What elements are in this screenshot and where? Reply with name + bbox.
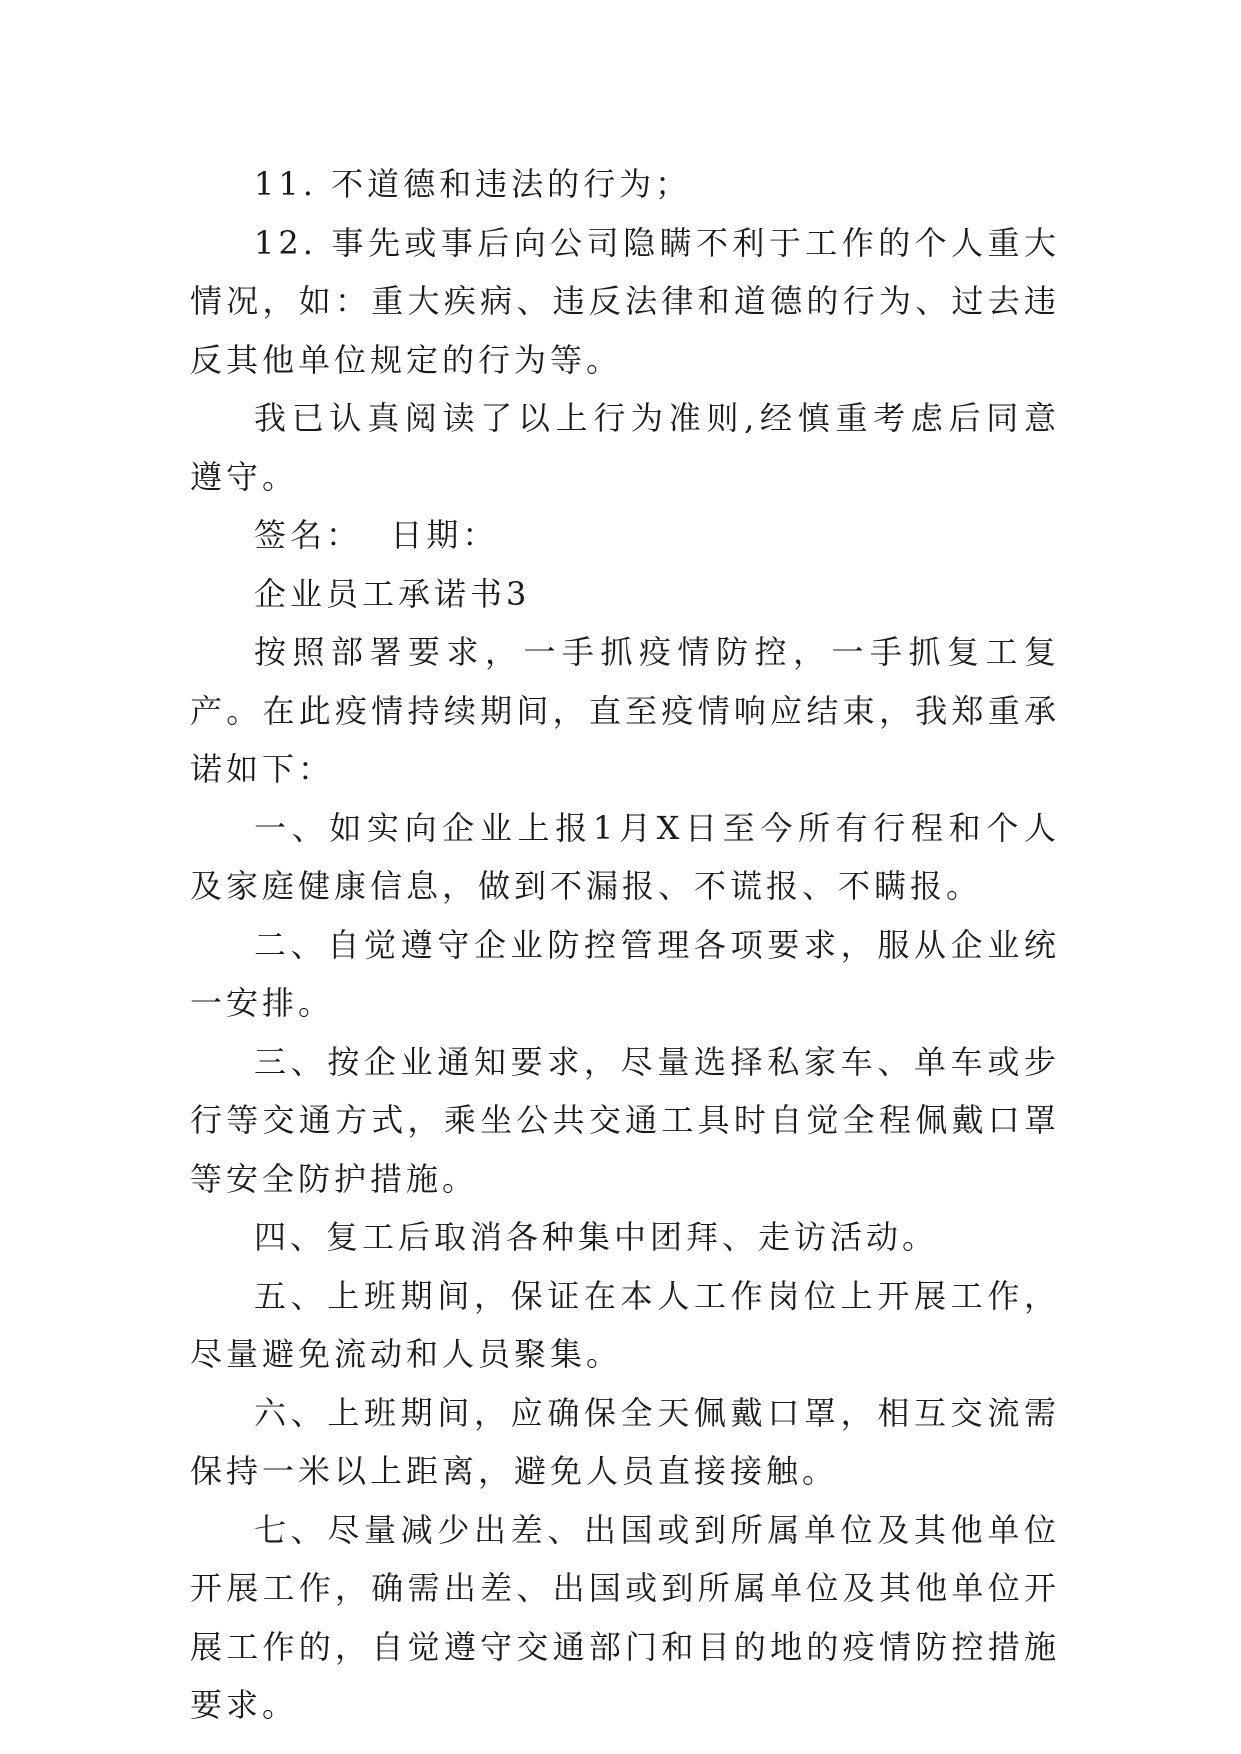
- paragraph-commitment-6: 六、上班期间，应确保全天佩戴口罩，相互交流需保持一米以上距离，避免人员直接接触。: [190, 1393, 1060, 1490]
- paragraph-commitment-5: 五、上班期间，保证在本人工作岗位上开展工作，尽量避免流动和人员聚集。: [190, 1276, 1060, 1373]
- paragraph-item-11: 11. 不道德和违法的行为；: [254, 165, 692, 203]
- document-page: [190, 155, 1060, 1735]
- paragraph-acknowledgement: 我已认真阅读了以上行为准则,经慎重考虑后同意遵守。: [190, 399, 1060, 496]
- paragraph-commitment-2: 二、自觉遵守企业防控管理各项要求，服从企业统一安排。: [190, 925, 1060, 1022]
- section-title: 企业员工承诺书3: [254, 574, 531, 613]
- paragraph-commitment-3: 三、按企业通知要求，尽量选择私家车、单车或步行等交通方式，乘坐公共交通工具时自觉全程佩戴口罩等安全防护措施。: [190, 1042, 1060, 1198]
- signature-date-line: 签名： 日期：: [254, 516, 499, 554]
- paragraph-intro: 按照部署要求，一手抓疫情防控，一手抓复工复产。在此疫情持续期间，直至疫情响应结束，我郑重承诺如下：: [190, 633, 1060, 788]
- paragraph-commitment-7: 七、尽量减少出差、出国或到所属单位及其他单位开展工作，确需出差、出国或到所属单位及其他单位开展工作的，自觉遵守交通部门和目的地的疫情防控措施要求。: [190, 1510, 1060, 1724]
- paragraph-item-12: 12. 事先或事后向公司隐瞒不利于工作的个人重大情况，如：重大疾病、违反法律和道德的行为、过去违反其他单位规定的行为等。: [190, 223, 1060, 379]
- paragraph-commitment-4: 四、复工后取消各种集中团拜、走访活动。: [254, 1218, 939, 1256]
- paragraph-commitment-1: 一、如实向企业上报1月X日至今所有行程和个人及家庭健康信息，做到不漏报、不谎报、不瞒报。: [190, 808, 1060, 905]
